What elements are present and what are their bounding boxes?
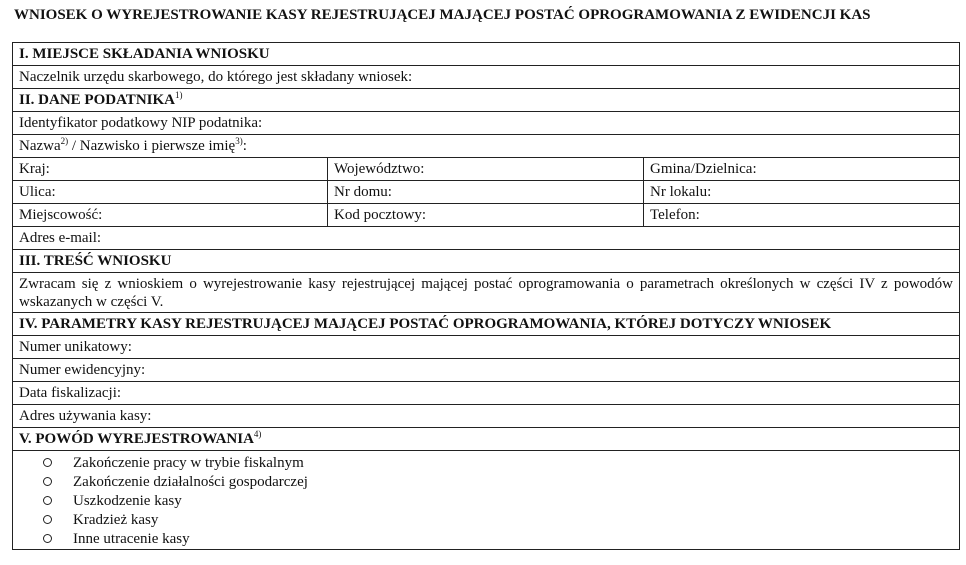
- street-field[interactable]: Ulica:: [13, 181, 328, 204]
- reason-option[interactable]: [43, 491, 953, 510]
- registry-number-row: [13, 359, 960, 382]
- reason-option[interactable]: [43, 510, 953, 529]
- section-2-heading-text: II. DANE PODATNIKA: [19, 92, 175, 108]
- office-row: [13, 66, 960, 89]
- deregistration-form: [12, 42, 960, 550]
- fiscal-date-row: [13, 382, 960, 405]
- reason-label: Uszkodzenie kasy: [73, 492, 182, 509]
- section-2-header-row: [13, 89, 960, 112]
- name-row: [13, 135, 960, 158]
- nip-row: [13, 112, 960, 135]
- footnote-4-marker: 4): [253, 429, 262, 439]
- unique-number-field[interactable]: Numer unikatowy:: [13, 336, 960, 359]
- request-text-row: [13, 273, 960, 313]
- radio-circle-icon[interactable]: [43, 534, 52, 543]
- city-field[interactable]: Miejscowość:: [13, 204, 328, 227]
- unique-number-row: [13, 336, 960, 359]
- phone-field[interactable]: Telefon:: [644, 204, 960, 227]
- surname-label: / Nazwisko i pierwsze imię: [68, 138, 236, 154]
- commune-field[interactable]: Gmina/Dzielnica:: [644, 158, 960, 181]
- section-4-heading: IV. PARAMETRY KASY REJESTRUJĄCEJ MAJĄCEJ POSTAĆ OPROGRAMOWANIA, KTÓREJ DOTYCZY WNIOSEK: [13, 313, 960, 336]
- reason-label: Inne utracenie kasy: [73, 530, 190, 547]
- footnote-2-marker: 2): [60, 136, 69, 146]
- section-1-header-row: [13, 43, 960, 66]
- nip-field[interactable]: Identyfikator podatkowy NIP podatnika:: [13, 112, 960, 135]
- section-5-heading: [13, 428, 960, 451]
- email-field[interactable]: Adres e-mail:: [13, 227, 960, 250]
- reason-label: Zakończenie działalności gospodarczej: [73, 473, 308, 490]
- document-title: WNIOSEK O WYREJESTROWANIE KASY REJESTRUJĄCEJ MAJĄCEJ POSTAĆ OPROGRAMOWANIA Z EWIDENCJI KAS: [14, 7, 871, 23]
- country-field[interactable]: Kraj:: [13, 158, 328, 181]
- address-row-3: [13, 204, 960, 227]
- reason-label: Kradzież kasy: [73, 511, 159, 528]
- tax-office-field[interactable]: Naczelnik urzędu skarbowego, do którego jest składany wniosek:: [13, 66, 960, 89]
- section-3-header-row: [13, 250, 960, 273]
- address-row-2: [13, 181, 960, 204]
- section-5-heading-text: V. POWÓD WYREJESTROWANIA: [19, 431, 254, 447]
- section-3-heading: III. TREŚĆ WNIOSKU: [13, 250, 960, 273]
- name-label: Nazwa: [19, 138, 61, 154]
- section-2-heading: [13, 89, 960, 112]
- reason-option[interactable]: [43, 472, 953, 491]
- section-1-heading: I. MIEJSCE SKŁADANIA WNIOSKU: [13, 43, 960, 66]
- name-field[interactable]: [13, 135, 960, 158]
- reasons-row: [13, 451, 960, 550]
- registry-number-field[interactable]: Numer ewidencyjny:: [13, 359, 960, 382]
- house-number-field[interactable]: Nr domu:: [328, 181, 644, 204]
- section-4-header-row: [13, 313, 960, 336]
- radio-circle-icon[interactable]: [43, 458, 52, 467]
- reasons-cell: [13, 451, 960, 550]
- usage-address-row: [13, 405, 960, 428]
- reason-list: [19, 453, 953, 548]
- reason-label: Zakończenie pracy w trybie fiskalnym: [73, 454, 304, 471]
- usage-address-field[interactable]: Adres używania kasy:: [13, 405, 960, 428]
- footnote-1-marker: 1): [174, 90, 183, 100]
- section-5-header-row: [13, 428, 960, 451]
- request-text: Zwracam się z wnioskiem o wyrejestrowanie kasy rejestrującej mającej postać oprogramowania o parametrach określonych w części IV z powodów wskazanych w części V.: [13, 273, 960, 313]
- voivodeship-field[interactable]: Województwo:: [328, 158, 644, 181]
- email-row: [13, 227, 960, 250]
- reason-option[interactable]: [43, 529, 953, 548]
- radio-circle-icon[interactable]: [43, 496, 52, 505]
- apartment-number-field[interactable]: Nr lokalu:: [644, 181, 960, 204]
- footnote-3-marker: 3): [235, 136, 243, 146]
- name-colon: :: [242, 138, 247, 154]
- postal-code-field[interactable]: Kod pocztowy:: [328, 204, 644, 227]
- radio-circle-icon[interactable]: [43, 477, 52, 486]
- radio-circle-icon[interactable]: [43, 515, 52, 524]
- fiscal-date-field[interactable]: Data fiskalizacji:: [13, 382, 960, 405]
- address-row-1: [13, 158, 960, 181]
- reason-option[interactable]: [43, 453, 953, 472]
